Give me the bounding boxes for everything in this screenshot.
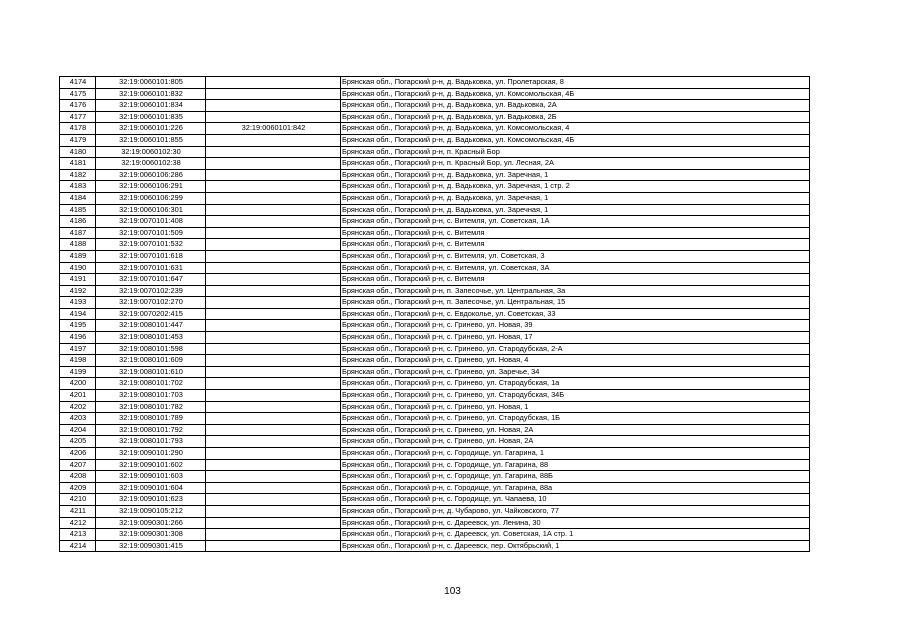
cadastral-number-cell: 32:19:0080101:703 — [96, 390, 206, 402]
previous-number-cell — [206, 262, 341, 274]
address-cell: Брянская обл., Погарский р-н, с. Городище, ул. Гагарина, 88 — [341, 459, 810, 471]
table-row — [60, 320, 810, 332]
cadastral-number-cell: 32:19:0080101:792 — [96, 424, 206, 436]
row-number-cell: 4211 — [60, 505, 96, 517]
cadastral-number-cell: 32:19:0090101:290 — [96, 448, 206, 460]
row-number-cell: 4187 — [60, 227, 96, 239]
previous-number-cell — [206, 355, 341, 367]
page-number: 103 — [444, 586, 461, 597]
address-cell: Брянская обл., Погарский р-н, д. Вадьковка, ул. Заречная, 1 — [341, 192, 810, 204]
cadastral-number-cell: 32:19:0080101:702 — [96, 378, 206, 390]
table-row — [60, 181, 810, 193]
table-row — [60, 540, 810, 552]
address-cell: Брянская обл., Погарский р-н, с. Витемля — [341, 274, 810, 286]
table-row — [60, 134, 810, 146]
previous-number-cell — [206, 494, 341, 506]
address-cell: Брянская обл., Погарский р-н, с. Гринево, ул. Новая, 17 — [341, 332, 810, 344]
address-cell: Брянская обл., Погарский р-н, с. Витемля, ул. Советская, 3А — [341, 262, 810, 274]
address-cell: Брянская обл., Погарский р-н, с. Гринево, ул. Заречье, 34 — [341, 366, 810, 378]
address-cell: Брянская обл., Погарский р-н, п. Запесочье, ул. Центральная, 15 — [341, 297, 810, 309]
cadastral-number-cell: 32:19:0060102:38 — [96, 158, 206, 170]
registry-table — [59, 76, 810, 552]
address-cell: Брянская обл., Погарский р-н, д. Вадьковка, ул. Комсомольская, 4Б — [341, 134, 810, 146]
row-number-cell: 4205 — [60, 436, 96, 448]
table-row — [60, 169, 810, 181]
address-cell: Брянская обл., Погарский р-н, д. Вадьковка, ул. Вадьковка, 2Б — [341, 111, 810, 123]
table-row — [60, 436, 810, 448]
row-number-cell: 4190 — [60, 262, 96, 274]
table-row — [60, 274, 810, 286]
previous-number-cell — [206, 134, 341, 146]
table-row — [60, 204, 810, 216]
table-row — [60, 471, 810, 483]
previous-number-cell — [206, 192, 341, 204]
address-cell: Брянская обл., Погарский р-н, с. Витемля — [341, 227, 810, 239]
table-row — [60, 401, 810, 413]
address-cell: Брянская обл., Погарский р-н, с. Гринево, ул. Новая, 4 — [341, 355, 810, 367]
row-number-cell: 4202 — [60, 401, 96, 413]
row-number-cell: 4212 — [60, 517, 96, 529]
table-row — [60, 297, 810, 309]
previous-number-cell — [206, 111, 341, 123]
address-cell: Брянская обл., Погарский р-н, д. Вадьковка, ул. Пролетарская, 8 — [341, 77, 810, 89]
cadastral-number-cell: 32:19:0080101:789 — [96, 413, 206, 425]
table-row — [60, 88, 810, 100]
address-cell: Брянская обл., Погарский р-н, д. Вадьковка, ул. Заречная, 1 стр. 2 — [341, 181, 810, 193]
cadastral-number-cell: 32:19:0060101:834 — [96, 100, 206, 112]
row-number-cell: 4193 — [60, 297, 96, 309]
cadastral-number-cell: 32:19:0090101:623 — [96, 494, 206, 506]
row-number-cell: 4182 — [60, 169, 96, 181]
cadastral-number-cell: 32:19:0070101:647 — [96, 274, 206, 286]
address-cell: Брянская обл., Погарский р-н, с. Витемля — [341, 239, 810, 251]
table-row — [60, 216, 810, 228]
previous-number-cell — [206, 413, 341, 425]
address-cell: Брянская обл., Погарский р-н, д. Вадьковка, ул. Вадьковка, 2А — [341, 100, 810, 112]
cadastral-number-cell: 32:19:0070101:618 — [96, 250, 206, 262]
row-number-cell: 4178 — [60, 123, 96, 135]
cadastral-number-cell: 32:19:0070202:415 — [96, 308, 206, 320]
table-row — [60, 227, 810, 239]
table-row — [60, 390, 810, 402]
address-cell: Брянская обл., Погарский р-н, с. Витемля, ул. Советская, 1А — [341, 216, 810, 228]
previous-number-cell — [206, 146, 341, 158]
row-number-cell: 4210 — [60, 494, 96, 506]
address-cell: Брянская обл., Погарский р-н, с. Гринево, ул. Стародубская, 34Б — [341, 390, 810, 402]
previous-number-cell — [206, 448, 341, 460]
previous-number-cell — [206, 77, 341, 89]
row-number-cell: 4189 — [60, 250, 96, 262]
table-row — [60, 123, 810, 135]
previous-number-cell — [206, 250, 341, 262]
address-cell: Брянская обл., Погарский р-н, с. Городище, ул. Гагарина, 1 — [341, 448, 810, 460]
address-cell: Брянская обл., Погарский р-н, с. Городище, ул. Гагарина, 88а — [341, 482, 810, 494]
cadastral-number-cell: 32:19:0080101:793 — [96, 436, 206, 448]
previous-number-cell — [206, 239, 341, 251]
cadastral-number-cell: 32:19:0060101:832 — [96, 88, 206, 100]
cadastral-number-cell: 32:19:0070101:532 — [96, 239, 206, 251]
previous-number-cell: 32:19:0060101:842 — [206, 123, 341, 135]
previous-number-cell — [206, 482, 341, 494]
address-cell: Брянская обл., Погарский р-н, с. Гринево, ул. Стародубская, 1Б — [341, 413, 810, 425]
table-row — [60, 100, 810, 112]
cadastral-number-cell: 32:19:0070101:509 — [96, 227, 206, 239]
address-cell: Брянская обл., Погарский р-н, с. Евдоколье, ул. Советская, 33 — [341, 308, 810, 320]
row-number-cell: 4194 — [60, 308, 96, 320]
address-cell: Брянская обл., Погарский р-н, с. Витемля, ул. Советская, 3 — [341, 250, 810, 262]
table-row — [60, 250, 810, 262]
cadastral-number-cell: 32:19:0060106:291 — [96, 181, 206, 193]
cadastral-number-cell: 32:19:0070102:239 — [96, 285, 206, 297]
previous-number-cell — [206, 227, 341, 239]
row-number-cell: 4199 — [60, 366, 96, 378]
cadastral-number-cell: 32:19:0060101:835 — [96, 111, 206, 123]
address-cell: Брянская обл., Погарский р-н, п. Красный Бор, ул. Лесная, 2А — [341, 158, 810, 170]
row-number-cell: 4188 — [60, 239, 96, 251]
previous-number-cell — [206, 274, 341, 286]
previous-number-cell — [206, 204, 341, 216]
previous-number-cell — [206, 320, 341, 332]
table-row — [60, 517, 810, 529]
previous-number-cell — [206, 100, 341, 112]
cadastral-number-cell: 32:19:0090301:415 — [96, 540, 206, 552]
cadastral-number-cell: 32:19:0060101:226 — [96, 123, 206, 135]
cadastral-number-cell: 32:19:0080101:453 — [96, 332, 206, 344]
row-number-cell: 4177 — [60, 111, 96, 123]
table-row — [60, 355, 810, 367]
table-row — [60, 366, 810, 378]
table-row — [60, 482, 810, 494]
cadastral-number-cell: 32:19:0090101:604 — [96, 482, 206, 494]
previous-number-cell — [206, 505, 341, 517]
cadastral-number-cell: 32:19:0060106:301 — [96, 204, 206, 216]
row-number-cell: 4180 — [60, 146, 96, 158]
address-cell: Брянская обл., Погарский р-н, с. Городище, ул. Гагарина, 88Б — [341, 471, 810, 483]
previous-number-cell — [206, 529, 341, 541]
row-number-cell: 4213 — [60, 529, 96, 541]
address-cell: Брянская обл., Погарский р-н, с. Гринево, ул. Новая, 2А — [341, 424, 810, 436]
cadastral-number-cell: 32:19:0060101:855 — [96, 134, 206, 146]
previous-number-cell — [206, 343, 341, 355]
row-number-cell: 4191 — [60, 274, 96, 286]
cadastral-number-cell: 32:19:0090101:602 — [96, 459, 206, 471]
previous-number-cell — [206, 517, 341, 529]
previous-number-cell — [206, 297, 341, 309]
table-row — [60, 505, 810, 517]
row-number-cell: 4176 — [60, 100, 96, 112]
address-cell: Брянская обл., Погарский р-н, п. Красный Бор — [341, 146, 810, 158]
previous-number-cell — [206, 181, 341, 193]
cadastral-number-cell: 32:19:0090105:212 — [96, 505, 206, 517]
cadastral-number-cell: 32:19:0060106:299 — [96, 192, 206, 204]
table-row — [60, 413, 810, 425]
table-row — [60, 77, 810, 89]
table-row — [60, 192, 810, 204]
previous-number-cell — [206, 540, 341, 552]
row-number-cell: 4192 — [60, 285, 96, 297]
previous-number-cell — [206, 169, 341, 181]
address-cell: Брянская обл., Погарский р-н, д. Вадьковка, ул. Заречная, 1 — [341, 169, 810, 181]
previous-number-cell — [206, 401, 341, 413]
address-cell: Брянская обл., Погарский р-н, д. Вадьковка, ул. Комсомольская, 4Б — [341, 88, 810, 100]
address-cell: Брянская обл., Погарский р-н, д. Вадьковка, ул. Заречная, 1 — [341, 204, 810, 216]
row-number-cell: 4200 — [60, 378, 96, 390]
table-row — [60, 285, 810, 297]
row-number-cell: 4195 — [60, 320, 96, 332]
address-cell: Брянская обл., Погарский р-н, с. Гринево, ул. Стародубская, 1а — [341, 378, 810, 390]
address-cell: Брянская обл., Погарский р-н, с. Гринево, ул. Новая, 1 — [341, 401, 810, 413]
cadastral-number-cell: 32:19:0090301:308 — [96, 529, 206, 541]
table-row — [60, 459, 810, 471]
previous-number-cell — [206, 378, 341, 390]
row-number-cell: 4206 — [60, 448, 96, 460]
row-number-cell: 4201 — [60, 390, 96, 402]
address-cell: Брянская обл., Погарский р-н, с. Гринево, ул. Новая, 39 — [341, 320, 810, 332]
row-number-cell: 4181 — [60, 158, 96, 170]
row-number-cell: 4203 — [60, 413, 96, 425]
previous-number-cell — [206, 366, 341, 378]
table-row — [60, 332, 810, 344]
previous-number-cell — [206, 390, 341, 402]
registry-table-body — [60, 77, 810, 552]
cadastral-number-cell: 32:19:0070102:270 — [96, 297, 206, 309]
previous-number-cell — [206, 308, 341, 320]
table-row — [60, 529, 810, 541]
row-number-cell: 4179 — [60, 134, 96, 146]
cadastral-number-cell: 32:19:0080101:447 — [96, 320, 206, 332]
table-row — [60, 239, 810, 251]
cadastral-number-cell: 32:19:0080101:782 — [96, 401, 206, 413]
table-row — [60, 448, 810, 460]
cadastral-number-cell: 32:19:0080101:609 — [96, 355, 206, 367]
row-number-cell: 4184 — [60, 192, 96, 204]
cadastral-number-cell: 32:19:0060102:30 — [96, 146, 206, 158]
table-row — [60, 308, 810, 320]
cadastral-number-cell: 32:19:0070101:408 — [96, 216, 206, 228]
cadastral-number-cell: 32:19:0070101:631 — [96, 262, 206, 274]
previous-number-cell — [206, 471, 341, 483]
row-number-cell: 4183 — [60, 181, 96, 193]
previous-number-cell — [206, 216, 341, 228]
row-number-cell: 4175 — [60, 88, 96, 100]
row-number-cell: 4185 — [60, 204, 96, 216]
address-cell: Брянская обл., Погарский р-н, с. Дареевск, пер. Октябрьский, 1 — [341, 540, 810, 552]
row-number-cell: 4196 — [60, 332, 96, 344]
previous-number-cell — [206, 424, 341, 436]
row-number-cell: 4197 — [60, 343, 96, 355]
row-number-cell: 4209 — [60, 482, 96, 494]
previous-number-cell — [206, 285, 341, 297]
table-row — [60, 343, 810, 355]
address-cell: Брянская обл., Погарский р-н, с. Дареевск, ул. Ленина, 30 — [341, 517, 810, 529]
previous-number-cell — [206, 332, 341, 344]
cadastral-number-cell: 32:19:0080101:610 — [96, 366, 206, 378]
row-number-cell: 4174 — [60, 77, 96, 89]
cadastral-number-cell: 32:19:0090101:603 — [96, 471, 206, 483]
address-cell: Брянская обл., Погарский р-н, с. Гринево, ул. Стародубская, 2-А — [341, 343, 810, 355]
previous-number-cell — [206, 88, 341, 100]
address-cell: Брянская обл., Погарский р-н, с. Дареевск, ул. Советская, 1А стр. 1 — [341, 529, 810, 541]
table-row — [60, 158, 810, 170]
table-row — [60, 494, 810, 506]
address-cell: Брянская обл., Погарский р-н, с. Гринево, ул. Новая, 2А — [341, 436, 810, 448]
row-number-cell: 4207 — [60, 459, 96, 471]
table-row — [60, 378, 810, 390]
previous-number-cell — [206, 459, 341, 471]
table-row — [60, 146, 810, 158]
cadastral-number-cell: 32:19:0060106:286 — [96, 169, 206, 181]
row-number-cell: 4204 — [60, 424, 96, 436]
address-cell: Брянская обл., Погарский р-н, с. Городище, ул. Чапаева, 10 — [341, 494, 810, 506]
cadastral-number-cell: 32:19:0090301:266 — [96, 517, 206, 529]
row-number-cell: 4208 — [60, 471, 96, 483]
address-cell: Брянская обл., Погарский р-н, п. Запесочье, ул. Центральная, 3а — [341, 285, 810, 297]
table-row — [60, 111, 810, 123]
table-row — [60, 424, 810, 436]
row-number-cell: 4214 — [60, 540, 96, 552]
document-page — [59, 76, 809, 552]
address-cell: Брянская обл., Погарский р-н, д. Чубарово, ул. Чайковского, 77 — [341, 505, 810, 517]
row-number-cell: 4186 — [60, 216, 96, 228]
address-cell: Брянская обл., Погарский р-н, д. Вадьковка, ул. Комсомольская, 4 — [341, 123, 810, 135]
row-number-cell: 4198 — [60, 355, 96, 367]
table-row — [60, 262, 810, 274]
previous-number-cell — [206, 158, 341, 170]
cadastral-number-cell: 32:19:0080101:598 — [96, 343, 206, 355]
previous-number-cell — [206, 436, 341, 448]
cadastral-number-cell: 32:19:0060101:805 — [96, 77, 206, 89]
